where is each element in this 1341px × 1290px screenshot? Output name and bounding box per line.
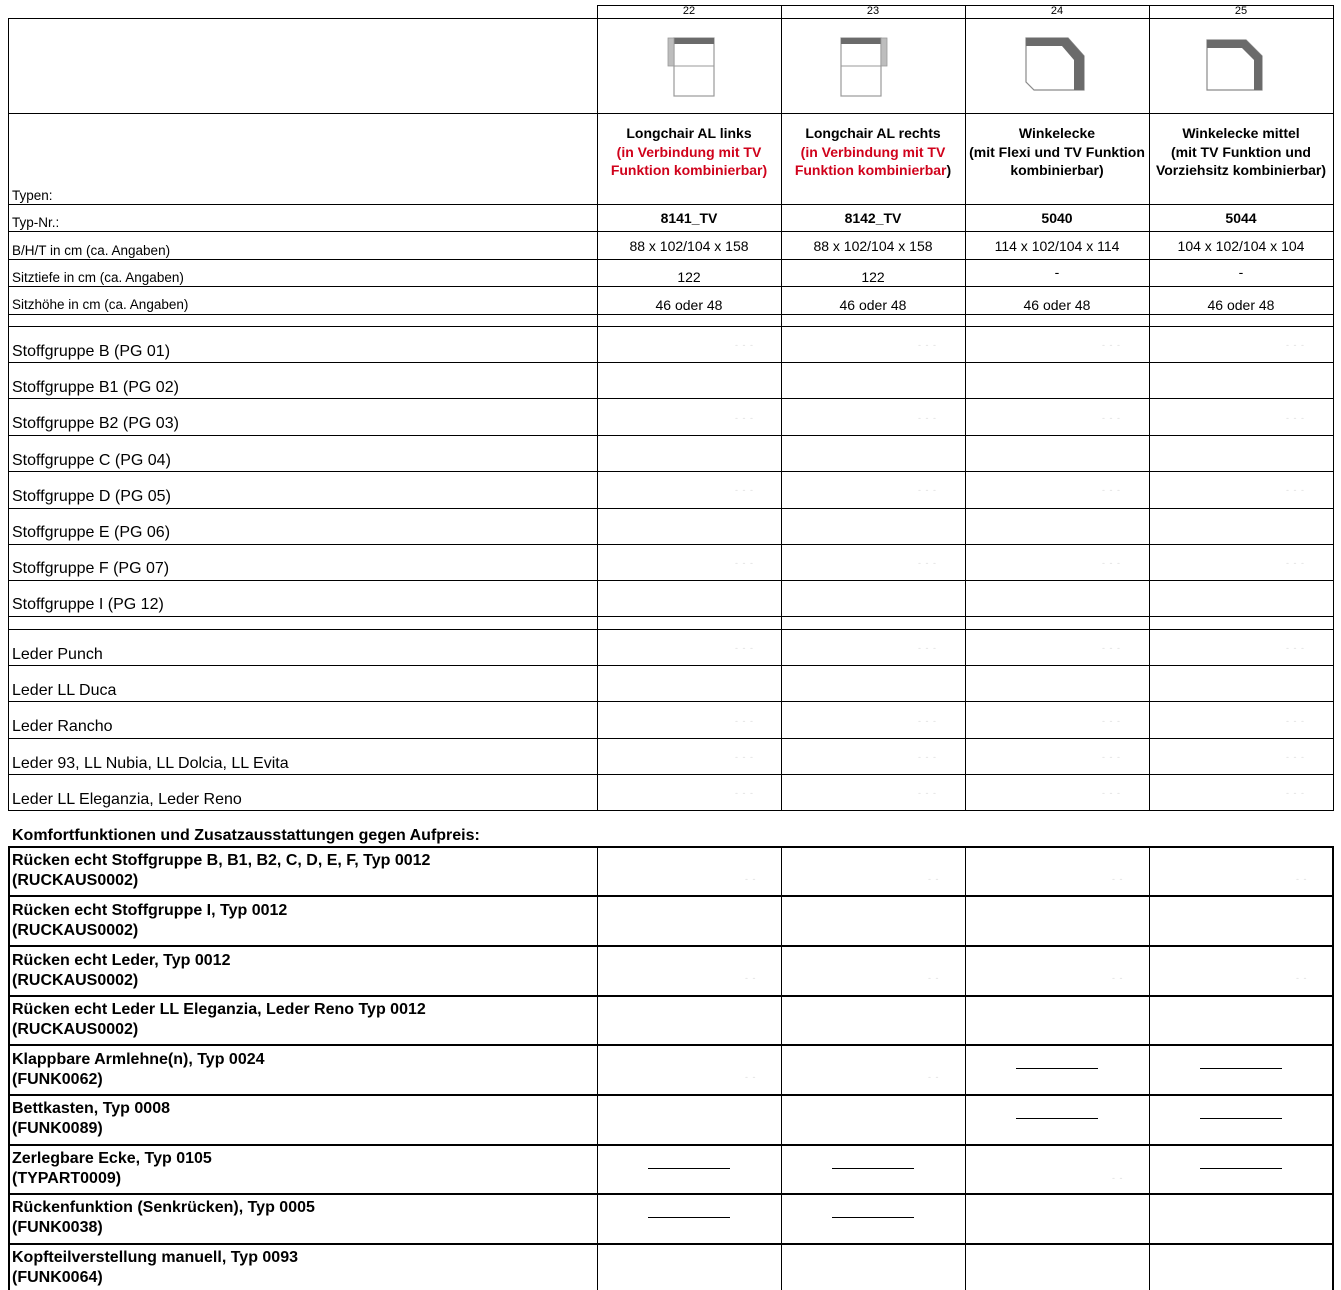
- not-available-dash: [1016, 1118, 1098, 1119]
- dimensions-value: 114 x 102/104 x 114: [994, 238, 1120, 254]
- seat-height-value: 46 oder 48: [1023, 297, 1091, 313]
- longchair-right-icon: [838, 34, 890, 105]
- leather-group-label: Leder Rancho: [12, 718, 113, 735]
- option-label: Rückenfunktion (Senkrücken), Typ 0005 (FUNK0038): [12, 1199, 315, 1236]
- dimensions-value: 88 x 102/104 x 158: [813, 238, 933, 254]
- fabric-group-label: Stoffgruppe I (PG 12): [12, 596, 164, 613]
- column-number: 24: [1050, 5, 1064, 17]
- type-title: Winkelecke mittel (mit TV Funktion und Vorziehsitz kombinierbar): [1155, 125, 1327, 178]
- fabric-group-label: Stoffgruppe B (PG 01): [12, 343, 171, 360]
- type-number: 8141_TV: [660, 210, 718, 226]
- label-dimensions: B/H/T in cm (ca. Angaben): [12, 243, 171, 258]
- option-label: Klappbare Armlehne(n), Typ 0024 (FUNK0062): [12, 1051, 265, 1088]
- dimensions-value: 88 x 102/104 x 158: [629, 238, 749, 254]
- type-title: Winkelecke (mit Flexi und TV Funktion kombinierbar): [969, 125, 1145, 178]
- fabric-group-label: Stoffgruppe E (PG 06): [12, 524, 171, 541]
- leather-group-label: Leder LL Duca: [12, 682, 117, 699]
- type-number: 5040: [1041, 210, 1073, 226]
- type-title: Longchair AL rechts (in Verbindung mit TV Funktion kombinierbar): [794, 125, 952, 178]
- column-number: 25: [1234, 5, 1248, 17]
- option-label: Rücken echt Leder LL Eleganzia, Leder Reno Typ 0012 (RUCKAUS0002): [12, 1001, 426, 1038]
- seat-depth-value: 122: [677, 269, 701, 285]
- label-seat-depth: Sitztiefe in cm (ca. Angaben): [12, 270, 184, 285]
- not-available-dash: [832, 1168, 914, 1169]
- type-number: 5044: [1225, 210, 1257, 226]
- corner-element-icon: [1022, 34, 1088, 99]
- fabric-group-label: Stoffgruppe B1 (PG 02): [12, 379, 179, 396]
- dimensions-value: 104 x 102/104 x 104: [1177, 238, 1305, 254]
- option-label: Bettkasten, Typ 0008 (FUNK0089): [12, 1100, 170, 1137]
- not-available-dash: [1016, 1068, 1098, 1069]
- label-typnr: Typ-Nr.:: [12, 215, 60, 230]
- label-seat-height: Sitzhöhe in cm (ca. Angaben): [12, 297, 189, 312]
- not-available-dash: [1200, 1118, 1282, 1119]
- leather-group-label: Leder 93, LL Nubia, LL Dolcia, LL Evita: [12, 755, 289, 772]
- longchair-left-icon: [665, 34, 717, 105]
- option-label: Rücken echt Stoffgruppe I, Typ 0012 (RUCKAUS0002): [12, 902, 288, 939]
- not-available-dash: [1200, 1068, 1282, 1069]
- fabric-group-label: Stoffgruppe B2 (PG 03): [12, 415, 179, 432]
- fabric-group-label: Stoffgruppe D (PG 05): [12, 488, 171, 505]
- option-label: Rücken echt Stoffgruppe B, B1, B2, C, D, E, F, Typ 0012 (RUCKAUS0002): [12, 852, 431, 889]
- not-available-dash: [1200, 1168, 1282, 1169]
- fabric-group-label: Stoffgruppe F (PG 07): [12, 560, 170, 577]
- leather-group-label: Leder LL Eleganzia, Leder Reno: [12, 791, 242, 808]
- seat-height-value: 46 oder 48: [839, 297, 907, 313]
- column-number: 22: [682, 5, 696, 17]
- type-number: 8142_TV: [844, 210, 902, 226]
- label-typen: Typen:: [12, 188, 53, 203]
- options-heading: Komfortfunktionen und Zusatzausstattungen gegen Aufpreis:: [12, 827, 480, 844]
- seat-height-value: 46 oder 48: [655, 297, 723, 313]
- type-title: Longchair AL links (in Verbindung mit TV Funktion kombinierbar): [610, 125, 768, 178]
- option-label: Rücken echt Leder, Typ 0012 (RUCKAUS0002): [12, 952, 231, 989]
- seat-height-value: 46 oder 48: [1207, 297, 1275, 313]
- not-available-dash: [832, 1217, 914, 1218]
- leather-group-label: Leder Punch: [12, 646, 103, 663]
- seat-depth-value: -: [1238, 264, 1244, 280]
- column-number: 23: [866, 5, 880, 17]
- seat-depth-value: 122: [861, 269, 885, 285]
- seat-depth-value: -: [1054, 264, 1060, 280]
- not-available-dash: [648, 1217, 730, 1218]
- option-label: Kopfteilverstellung manuell, Typ 0093 (FUNK0064): [12, 1249, 298, 1286]
- corner-element-middle-icon: [1204, 34, 1266, 99]
- fabric-group-label: Stoffgruppe C (PG 04): [12, 452, 171, 469]
- not-available-dash: [648, 1168, 730, 1169]
- option-label: Zerlegbare Ecke, Typ 0105 (TYPART0009): [12, 1150, 212, 1187]
